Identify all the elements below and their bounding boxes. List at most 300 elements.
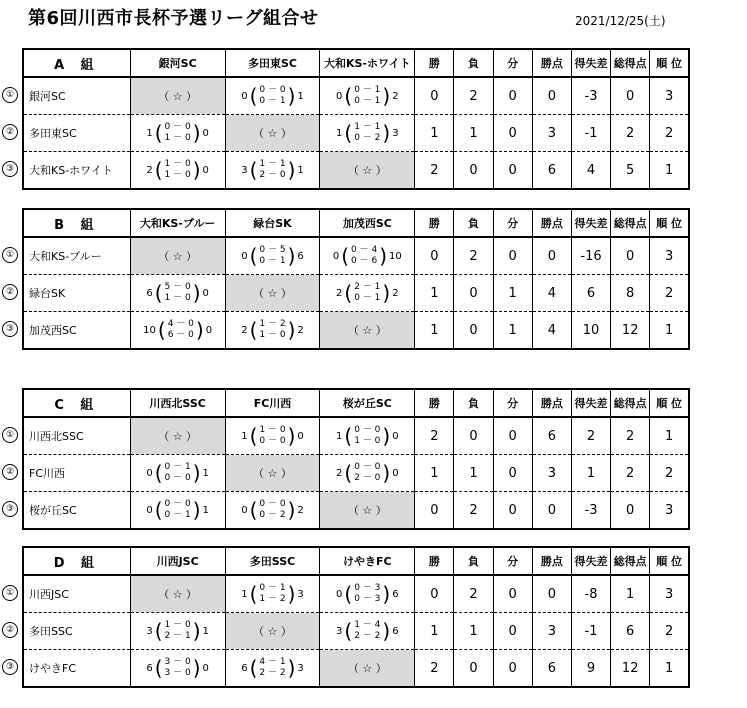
draws-cell: 0 xyxy=(493,575,532,613)
row-number-badge: ③ xyxy=(2,501,18,517)
team-name: けやきFC xyxy=(23,650,130,688)
team-name: FC川西 xyxy=(23,455,130,492)
column-header-rank: 順 位 xyxy=(650,49,689,77)
first-half-score: 2 － 1 xyxy=(354,282,381,292)
half-scores xyxy=(259,85,285,107)
wins-cell: 1 xyxy=(415,613,454,650)
paren-close: ) xyxy=(192,498,201,522)
match-total-left: 6 xyxy=(146,662,153,674)
goal-difference-cell: -8 xyxy=(571,575,610,613)
losses-cell: 1 xyxy=(454,613,493,650)
losses-cell: 0 xyxy=(454,417,493,455)
match-total-left: 0 xyxy=(241,90,248,102)
team-name: 川西北SSC xyxy=(23,417,130,455)
wins-cell: 0 xyxy=(415,575,454,613)
first-half-score: 4 － 0 xyxy=(167,319,194,329)
match-total-left: 1 xyxy=(241,588,248,600)
self-cell: （ ☆ ） xyxy=(130,417,225,455)
column-header-gf: 総得点 xyxy=(611,547,650,575)
second-half-score: 0 － 6 xyxy=(351,256,378,266)
goal-difference-cell: 6 xyxy=(571,275,610,312)
match-result xyxy=(225,312,320,350)
column-header-points: 勝点 xyxy=(532,209,571,237)
column-header-gd: 得失差 xyxy=(571,547,610,575)
losses-cell: 1 xyxy=(454,455,493,492)
group-name: C 組 xyxy=(23,389,130,417)
wins-cell: 2 xyxy=(415,417,454,455)
row-number-badge: ③ xyxy=(2,161,18,177)
match-result xyxy=(130,492,225,530)
match-total-left: 2 xyxy=(146,164,153,176)
losses-cell: 2 xyxy=(454,492,493,530)
match-result xyxy=(225,152,320,190)
rank-cell: 3 xyxy=(650,237,689,275)
match-result xyxy=(225,77,320,115)
half-scores xyxy=(165,499,191,521)
group-block xyxy=(5,48,690,190)
table-row xyxy=(23,77,689,115)
second-half-score: 2 － 0 xyxy=(354,473,381,483)
match-total-right: 0 xyxy=(202,127,209,139)
half-scores xyxy=(354,583,380,605)
match-result xyxy=(320,275,415,312)
points-cell: 6 xyxy=(532,650,571,688)
group-name: A 組 xyxy=(23,49,130,77)
opponent-header: 大和KS-ブルー xyxy=(130,209,225,237)
column-header-gf: 総得点 xyxy=(611,49,650,77)
match-result xyxy=(320,417,415,455)
paren-open: ( xyxy=(344,281,353,305)
paren-open: ( xyxy=(344,121,353,145)
losses-cell: 0 xyxy=(454,650,493,688)
match-total-left: 10 xyxy=(143,324,156,336)
first-half-score: 0 － 3 xyxy=(354,583,381,593)
second-half-score: 2 － 2 xyxy=(259,668,286,678)
points-cell: 6 xyxy=(532,152,571,190)
first-half-score: 0 － 1 xyxy=(164,462,191,472)
half-scores xyxy=(259,159,285,181)
match-total-right: 10 xyxy=(389,250,402,262)
goals-for-cell: 5 xyxy=(611,152,650,190)
goals-for-cell: 8 xyxy=(611,275,650,312)
paren-close: ) xyxy=(287,244,296,268)
date-label: 2021/12/25(土) xyxy=(575,14,666,28)
first-half-score: 0 － 0 xyxy=(354,425,381,435)
paren-open: ( xyxy=(154,461,163,485)
wins-cell: 1 xyxy=(415,275,454,312)
points-cell: 6 xyxy=(532,417,571,455)
match-total-left: 1 xyxy=(241,430,248,442)
column-header-gf: 総得点 xyxy=(611,209,650,237)
first-half-score: 0 － 5 xyxy=(259,245,286,255)
match-result xyxy=(320,115,415,152)
column-header-gf: 総得点 xyxy=(611,389,650,417)
draws-cell: 0 xyxy=(493,417,532,455)
column-header-win: 勝 xyxy=(415,49,454,77)
match-total-right: 1 xyxy=(297,90,304,102)
paren-close: ) xyxy=(192,121,201,145)
match-total-left: 0 xyxy=(332,250,340,262)
second-half-score: 1 － 0 xyxy=(164,133,191,143)
half-scores xyxy=(354,425,380,447)
first-half-score: 0 － 1 xyxy=(354,85,381,95)
match-result xyxy=(130,115,225,152)
paren-open: ( xyxy=(154,121,163,145)
paren-close: ) xyxy=(192,281,201,305)
match-total-left: 0 xyxy=(241,504,248,516)
table-row xyxy=(23,152,689,190)
match-total-right: 6 xyxy=(392,588,399,600)
paren-close: ) xyxy=(287,498,296,522)
column-header-draw: 分 xyxy=(493,547,532,575)
first-half-score: 1 － 4 xyxy=(354,620,381,630)
first-half-score: 0 － 4 xyxy=(351,245,378,255)
table-row xyxy=(23,115,689,152)
opponent-header: 川西JSC xyxy=(130,547,225,575)
group-block xyxy=(5,546,690,688)
second-half-score: 0 － 1 xyxy=(259,96,286,106)
table-row xyxy=(23,237,689,275)
match-result xyxy=(320,77,415,115)
second-half-score: 6 － 0 xyxy=(167,330,194,340)
half-scores xyxy=(165,620,191,642)
match-total-right: 6 xyxy=(297,250,304,262)
league-table xyxy=(22,388,690,530)
goal-difference-cell: 1 xyxy=(571,455,610,492)
rank-cell: 2 xyxy=(650,455,689,492)
paren-open: ( xyxy=(344,582,353,606)
team-name: 緑台SK xyxy=(23,275,130,312)
paren-open: ( xyxy=(344,619,353,643)
first-half-score: 1 － 1 xyxy=(354,122,381,132)
row-number-badge: ③ xyxy=(2,321,18,337)
goals-for-cell: 0 xyxy=(611,492,650,530)
match-total-right: 1 xyxy=(202,625,209,637)
column-header-rank: 順 位 xyxy=(650,547,689,575)
column-header-draw: 分 xyxy=(493,49,532,77)
team-name: 桜が丘SC xyxy=(23,492,130,530)
paren-close: ) xyxy=(192,619,201,643)
goal-difference-cell: -3 xyxy=(571,77,610,115)
half-scores xyxy=(259,583,285,605)
self-cell: （ ☆ ） xyxy=(130,575,225,613)
goals-for-cell: 2 xyxy=(611,417,650,455)
half-scores xyxy=(354,282,380,304)
first-half-score: 5 － 0 xyxy=(164,282,191,292)
second-half-score: 0 － 1 xyxy=(259,256,286,266)
paren-open: ( xyxy=(154,158,163,182)
first-half-score: 1 － 2 xyxy=(259,319,286,329)
half-scores xyxy=(259,499,285,521)
half-scores xyxy=(259,245,285,267)
opponent-header: 多田SSC xyxy=(225,547,320,575)
column-header-gd: 得失差 xyxy=(571,49,610,77)
group-block xyxy=(5,208,690,350)
paren-close: ) xyxy=(382,281,391,305)
half-scores xyxy=(165,657,191,679)
column-header-loss: 負 xyxy=(454,389,493,417)
half-scores xyxy=(165,122,191,144)
column-header-loss: 負 xyxy=(454,49,493,77)
points-cell: 3 xyxy=(532,613,571,650)
wins-cell: 1 xyxy=(415,115,454,152)
self-cell: （ ☆ ） xyxy=(225,613,320,650)
table-row xyxy=(23,613,689,650)
second-half-score: 0 － 2 xyxy=(259,510,286,520)
column-header-points: 勝点 xyxy=(532,49,571,77)
second-half-score: 1 － 0 xyxy=(354,436,381,446)
self-cell: （ ☆ ） xyxy=(320,650,415,688)
opponent-header: 川西北SSC xyxy=(130,389,225,417)
match-total-left: 0 xyxy=(241,250,248,262)
first-half-score: 0 － 0 xyxy=(354,462,381,472)
first-half-score: 0 － 0 xyxy=(259,499,286,509)
first-half-score: 1 － 0 xyxy=(164,159,191,169)
row-number-badge: ③ xyxy=(2,659,18,675)
match-result xyxy=(225,492,320,530)
match-total-right: 1 xyxy=(202,467,209,479)
draws-cell: 1 xyxy=(493,275,532,312)
half-scores xyxy=(165,282,191,304)
paren-open: ( xyxy=(154,619,163,643)
match-total-left: 2 xyxy=(241,324,248,336)
match-result xyxy=(130,455,225,492)
team-name: 銀河SC xyxy=(23,77,130,115)
match-total-right: 0 xyxy=(202,287,209,299)
first-half-score: 1 － 0 xyxy=(259,425,286,435)
column-header-loss: 負 xyxy=(454,547,493,575)
paren-close: ) xyxy=(195,318,204,342)
paren-open: ( xyxy=(344,424,353,448)
half-scores xyxy=(354,122,380,144)
match-result xyxy=(130,152,225,190)
match-total-left: 1 xyxy=(146,127,153,139)
first-half-score: 0 － 0 xyxy=(164,499,191,509)
match-result xyxy=(225,575,320,613)
match-result xyxy=(320,237,415,275)
match-total-right: 1 xyxy=(297,164,304,176)
table-row xyxy=(23,275,689,312)
paren-open: ( xyxy=(249,158,258,182)
self-cell: （ ☆ ） xyxy=(320,312,415,350)
league-table xyxy=(22,208,690,350)
column-header-loss: 負 xyxy=(454,209,493,237)
points-cell: 0 xyxy=(532,237,571,275)
match-total-left: 1 xyxy=(336,127,343,139)
draws-cell: 0 xyxy=(493,152,532,190)
match-total-right: 2 xyxy=(297,504,304,516)
half-scores xyxy=(165,159,191,181)
paren-close: ) xyxy=(287,158,296,182)
draws-cell: 0 xyxy=(493,650,532,688)
table-row xyxy=(23,312,689,350)
paren-open: ( xyxy=(249,424,258,448)
rank-cell: 3 xyxy=(650,492,689,530)
half-scores xyxy=(354,620,380,642)
paren-close: ) xyxy=(382,461,391,485)
row-number-badge: ① xyxy=(2,427,18,443)
column-header-points: 勝点 xyxy=(532,547,571,575)
paren-open: ( xyxy=(249,318,258,342)
match-total-left: 0 xyxy=(336,588,343,600)
rank-cell: 2 xyxy=(650,613,689,650)
first-half-score: 1 － 0 xyxy=(164,620,191,630)
match-total-left: 0 xyxy=(146,504,153,516)
goal-difference-cell: -1 xyxy=(571,613,610,650)
match-result xyxy=(225,417,320,455)
match-total-left: 2 xyxy=(336,467,343,479)
points-cell: 0 xyxy=(532,492,571,530)
paren-open: ( xyxy=(249,582,258,606)
team-name: 多田SSC xyxy=(23,613,130,650)
match-total-left: 6 xyxy=(241,662,248,674)
second-half-score: 0 － 0 xyxy=(164,473,191,483)
goal-difference-cell: -3 xyxy=(571,492,610,530)
wins-cell: 2 xyxy=(415,650,454,688)
second-half-score: 0 － 1 xyxy=(354,96,381,106)
goals-for-cell: 0 xyxy=(611,237,650,275)
paren-close: ) xyxy=(287,84,296,108)
goal-difference-cell: 4 xyxy=(571,152,610,190)
paren-open: ( xyxy=(154,498,163,522)
opponent-header: 加茂西SC xyxy=(320,209,415,237)
draws-cell: 0 xyxy=(493,237,532,275)
points-cell: 3 xyxy=(532,115,571,152)
losses-cell: 0 xyxy=(454,152,493,190)
column-header-win: 勝 xyxy=(415,209,454,237)
row-number-badge: ① xyxy=(2,585,18,601)
draws-cell: 0 xyxy=(493,455,532,492)
rank-cell: 1 xyxy=(650,650,689,688)
opponent-header: FC川西 xyxy=(225,389,320,417)
row-number-badge: ② xyxy=(2,464,18,480)
first-half-score: 1 － 1 xyxy=(259,159,286,169)
match-result xyxy=(130,650,225,688)
goals-for-cell: 0 xyxy=(611,77,650,115)
second-half-score: 0 － 1 xyxy=(164,510,191,520)
second-half-score: 1 － 0 xyxy=(164,293,191,303)
match-total-right: 2 xyxy=(392,90,399,102)
half-scores xyxy=(259,425,285,447)
second-half-score: 0 － 0 xyxy=(259,436,286,446)
paren-open: ( xyxy=(249,498,258,522)
match-total-left: 0 xyxy=(146,467,153,479)
column-header-draw: 分 xyxy=(493,389,532,417)
column-header-rank: 順 位 xyxy=(650,209,689,237)
match-result xyxy=(130,275,225,312)
paren-open: ( xyxy=(249,656,258,680)
losses-cell: 2 xyxy=(454,237,493,275)
opponent-header: 緑台SK xyxy=(225,209,320,237)
second-half-score: 0 － 3 xyxy=(354,594,381,604)
second-half-score: 0 － 1 xyxy=(354,293,381,303)
paren-close: ) xyxy=(287,318,296,342)
opponent-header: けやきFC xyxy=(320,547,415,575)
paren-open: ( xyxy=(344,84,353,108)
half-scores xyxy=(259,657,285,679)
self-cell: （ ☆ ） xyxy=(320,492,415,530)
team-name: 川西JSC xyxy=(23,575,130,613)
draws-cell: 0 xyxy=(493,77,532,115)
losses-cell: 1 xyxy=(454,115,493,152)
table-row xyxy=(23,650,689,688)
match-total-right: 6 xyxy=(392,625,399,637)
goals-for-cell: 12 xyxy=(611,650,650,688)
self-cell: （ ☆ ） xyxy=(225,115,320,152)
wins-cell: 1 xyxy=(415,455,454,492)
half-scores xyxy=(354,462,380,484)
row-number-badge: ① xyxy=(2,247,18,263)
draws-cell: 0 xyxy=(493,613,532,650)
match-total-right: 3 xyxy=(297,588,304,600)
second-half-score: 2 － 2 xyxy=(354,631,381,641)
match-total-right: 0 xyxy=(392,430,399,442)
paren-close: ) xyxy=(287,582,296,606)
group-name: D 組 xyxy=(23,547,130,575)
column-header-draw: 分 xyxy=(493,209,532,237)
table-row xyxy=(23,455,689,492)
row-number-badge: ② xyxy=(2,622,18,638)
points-cell: 4 xyxy=(532,275,571,312)
paren-close: ) xyxy=(382,582,391,606)
second-half-score: 2 － 0 xyxy=(259,170,286,180)
half-scores xyxy=(259,319,285,341)
paren-close: ) xyxy=(382,619,391,643)
first-half-score: 3 － 0 xyxy=(164,657,191,667)
rank-cell: 2 xyxy=(650,115,689,152)
goals-for-cell: 1 xyxy=(611,575,650,613)
paren-close: ) xyxy=(382,84,391,108)
self-cell: （ ☆ ） xyxy=(225,275,320,312)
paren-open: ( xyxy=(249,244,258,268)
row-number-badge: ① xyxy=(2,87,18,103)
paren-open: ( xyxy=(249,84,258,108)
self-cell: （ ☆ ） xyxy=(130,77,225,115)
team-name: 多田東SC xyxy=(23,115,130,152)
self-cell: （ ☆ ） xyxy=(225,455,320,492)
draws-cell: 1 xyxy=(493,312,532,350)
page-title: 第6回川西市長杯予選リーグ組合せ xyxy=(28,8,319,29)
opponent-header: 多田東SC xyxy=(225,49,320,77)
rank-cell: 1 xyxy=(650,417,689,455)
paren-close: ) xyxy=(192,461,201,485)
paren-close: ) xyxy=(192,158,201,182)
points-cell: 4 xyxy=(532,312,571,350)
column-header-gd: 得失差 xyxy=(571,389,610,417)
goal-difference-cell: 2 xyxy=(571,417,610,455)
rank-cell: 3 xyxy=(650,575,689,613)
rank-cell: 3 xyxy=(650,77,689,115)
match-total-left: 3 xyxy=(146,625,153,637)
match-result xyxy=(130,613,225,650)
goal-difference-cell: 10 xyxy=(571,312,610,350)
paren-open: ( xyxy=(344,461,353,485)
paren-close: ) xyxy=(287,656,296,680)
half-scores xyxy=(168,319,194,341)
opponent-header: 桜が丘SC xyxy=(320,389,415,417)
match-result xyxy=(320,613,415,650)
league-table xyxy=(22,48,690,190)
first-half-score: 0 － 0 xyxy=(164,122,191,132)
second-half-score: 3 － 0 xyxy=(164,668,191,678)
row-number-badge: ② xyxy=(2,284,18,300)
match-total-right: 2 xyxy=(297,324,304,336)
match-total-left: 2 xyxy=(336,287,343,299)
draws-cell: 0 xyxy=(493,492,532,530)
first-half-score: 0 － 1 xyxy=(259,583,286,593)
half-scores xyxy=(354,85,380,107)
match-total-right: 0 xyxy=(202,164,209,176)
